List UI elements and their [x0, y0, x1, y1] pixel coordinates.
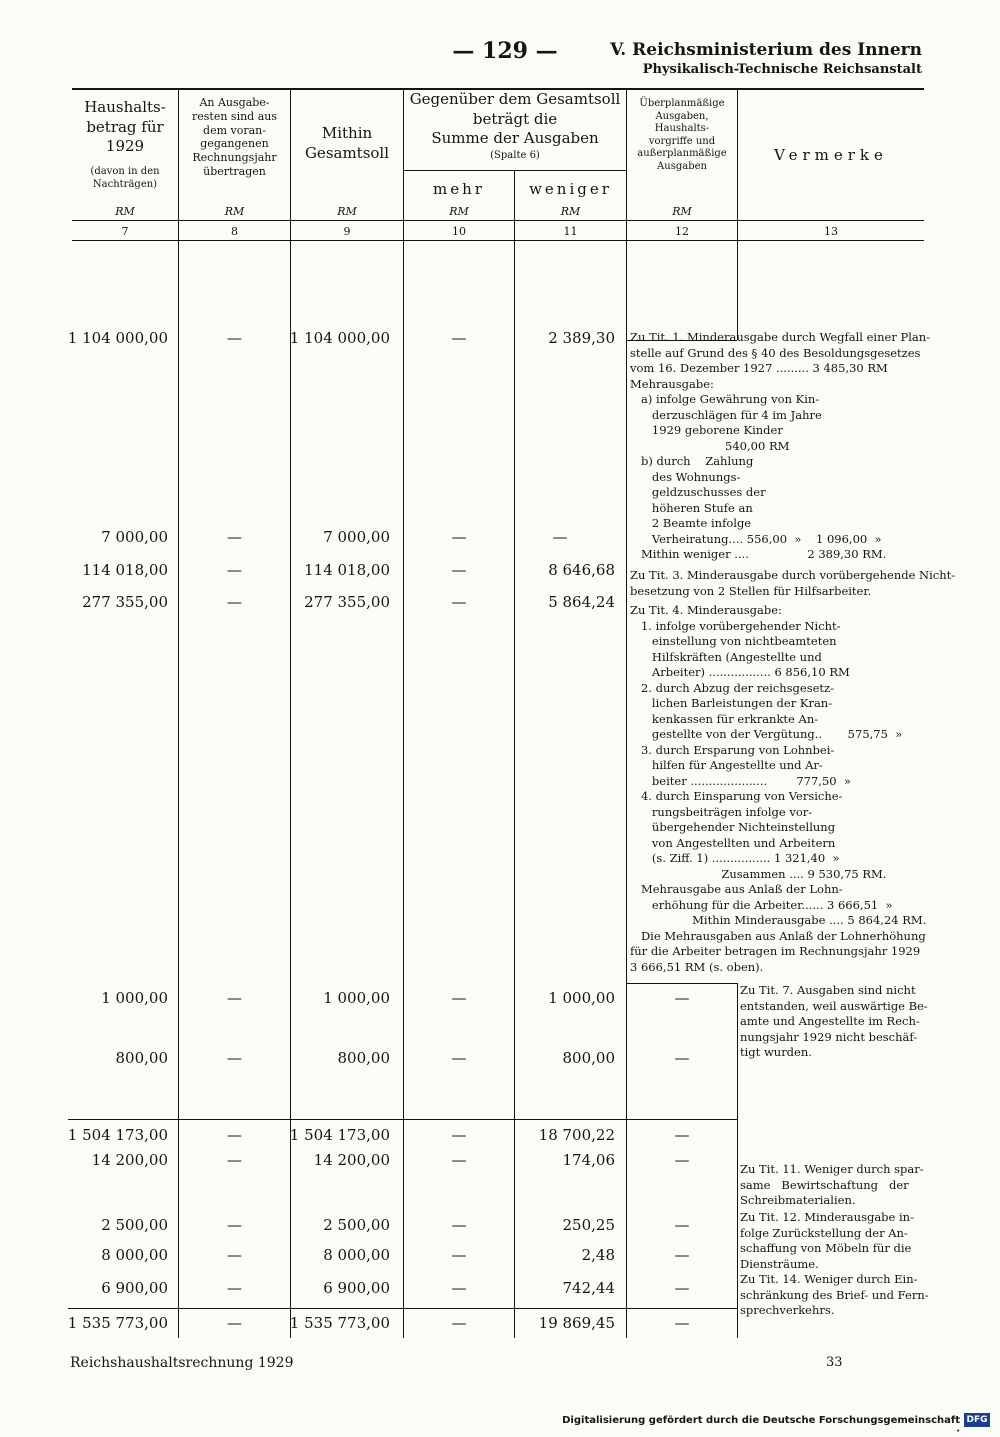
- cell-c11: 19 869,45: [538, 1314, 615, 1332]
- cell-c10: —: [451, 528, 467, 546]
- cell-c12: —: [674, 1126, 690, 1144]
- col9-heading: Mithin Gesamtsoll: [304, 124, 390, 162]
- unit-col8: RM: [224, 205, 245, 218]
- remark-tit-14: Zu Tit. 14. Weniger durch Ein- schränkung des Brief- und Fern- sprechverkehrs.: [740, 1272, 929, 1317]
- cell-c7: 800,00: [115, 1049, 168, 1067]
- cell-c7: 1 504 173,00: [67, 1126, 168, 1144]
- cell-c12: —: [674, 1151, 690, 1169]
- colnum-bottom-rule: [72, 240, 924, 241]
- cell-c10: —: [451, 1246, 467, 1264]
- header-bottom-rule: [72, 220, 924, 221]
- digitization-credit: Digitalisierung gefördert durch die Deutsche Forschungsgemeinschaft ·: [562, 1415, 960, 1437]
- footer-sheet-number: 33: [826, 1355, 843, 1370]
- cell-c7: 1 535 773,00: [67, 1314, 168, 1332]
- cell-c9: 2 500,00: [323, 1216, 390, 1234]
- remark-tit-1: Zu Tit. 1. Minderausgabe durch Wegfall einer Plan- stelle auf Grund des § 40 des Besoldungsgesetzes vom 16. Dezember 1927 ......... 3 485,30 RM Mehrausgabe: a) infolge Gewährung von Kin- derzuschlägen für 4 im Jahre 1929 geborene Kinder 540,00 RM b) durch Zahlung des Wohnungs- geldzuschusses der höheren Stufe an 2 Beamte infolge Verheiratung.... 556,00 » 1 096,00 » Mithin weniger .... 2 389,30 RM.: [630, 330, 931, 561]
- cell-c10: —: [451, 1151, 467, 1169]
- cell-c8: —: [227, 1314, 242, 1332]
- remark-tit-4: Zu Tit. 4. Minderausgabe: 1. infolge vorübergehender Nicht- einstellung von nichtbeamteten Hilfskräften (Angestellte und Arbeiter) ................. 6 856,10 RM 2. durch Abzug der reichsgesetz- lichen Barleistungen der Kran- kenkassen für erkrankte An- gestellte von der Vergütung.. 575,75 » 3. durch Ersparung von Lohnbei- hilfen für Angestellte und Ar- beiter ..................... 777,50 » 4. durch Einsparung von Versiche- rungsbeiträgen infolge vor- übergehender Nichteinstellung von Angestellten und Arbeitern (s. Ziff. 1) ................ 1 321,40 » Zusammen .... 9 530,75 RM. Mehrausgabe aus Anlaß der Lohn- erhöhung für die Arbeiter...... 3 666,51 » Mithin Minderausgabe .... 5 864,24 RM. Die Mehrausgaben aus Anlaß der Lohnerhöhung für die Arbeiter betragen im Rechnungsjahr 1929 3 666,51 RM (s. oben).: [630, 603, 927, 974]
- unit-col10: RM: [449, 205, 469, 218]
- col8-heading: An Ausgabe- resten sind aus dem voran- gegangenen Rechnungsjahr übertragen: [192, 96, 277, 178]
- cell-c10: —: [451, 1216, 467, 1234]
- cell-c9: 277 355,00: [304, 593, 390, 611]
- cell-c8: —: [227, 989, 242, 1007]
- cell-c7: 2 500,00: [101, 1216, 168, 1234]
- cell-c10: —: [451, 1126, 467, 1144]
- cell-c7: 8 000,00: [101, 1246, 168, 1264]
- col10-heading: mehr: [433, 180, 485, 198]
- cell-c8: —: [227, 329, 242, 347]
- cell-c12: —: [674, 1216, 690, 1234]
- cell-c9: 6 900,00: [323, 1279, 390, 1297]
- col10-11-group-heading: Gegenüber dem Gesamtsoll beträgt die Summe der Ausgaben (Spalte 6): [409, 90, 621, 161]
- unit-col12: RM: [672, 205, 692, 218]
- cell-c9: 1 504 173,00: [289, 1126, 390, 1144]
- colnum-7: 7: [121, 225, 129, 238]
- cell-c9: 114 018,00: [304, 561, 390, 579]
- c12-box-rule-2: [627, 983, 737, 984]
- cell-c8: —: [227, 528, 242, 546]
- colnum-9: 9: [343, 225, 351, 238]
- col11-heading: weniger: [529, 180, 612, 198]
- cell-c11: 1 000,00: [548, 989, 615, 1007]
- cell-c12: —: [674, 989, 690, 1007]
- cell-c7: 114 018,00: [82, 561, 168, 579]
- cell-c9: 1 104 000,00: [289, 329, 390, 347]
- cell-c11: 8 646,68: [548, 561, 615, 579]
- cell-c8: —: [227, 1216, 242, 1234]
- cell-c10: —: [451, 1314, 467, 1332]
- col12-heading: Überplanmäßige Ausgaben, Haushalts- vorgriffe und außerplanmäßige Ausgaben: [637, 98, 727, 172]
- page-number: — 129 —: [452, 38, 558, 64]
- cell-c12: —: [674, 1314, 690, 1332]
- remark-tit-12: Zu Tit. 12. Minderausgabe in- folge Zurückstellung der An- schaffung von Möbeln für die Diensträume.: [740, 1210, 914, 1271]
- dfg-logo: DFG: [964, 1413, 990, 1427]
- cell-c10: —: [451, 1049, 467, 1067]
- col-line-12-13-bottom: [737, 983, 738, 1338]
- cell-c10: —: [451, 329, 467, 347]
- col7-subheading: (davon in den Nachträgen): [90, 166, 160, 190]
- cell-c7: 7 000,00: [101, 528, 168, 546]
- cell-c11: 18 700,22: [538, 1126, 615, 1144]
- cell-c7: 277 355,00: [82, 593, 168, 611]
- cell-c7: 6 900,00: [101, 1279, 168, 1297]
- cell-c7: 1 000,00: [101, 989, 168, 1007]
- cell-c9: 14 200,00: [313, 1151, 390, 1169]
- col13-heading: Vermerke: [774, 146, 888, 164]
- footer-publication: Reichshaushaltsrechnung 1929: [70, 1355, 294, 1371]
- cell-c11: 800,00: [562, 1049, 615, 1067]
- colnum-12: 12: [675, 225, 689, 238]
- cell-c11: 2 389,30: [548, 329, 615, 347]
- institute-subtitle: Physikalisch-Technische Reichsanstalt: [642, 62, 922, 77]
- cell-c10: —: [451, 989, 467, 1007]
- cell-c11: 250,25: [562, 1216, 615, 1234]
- cell-c8: —: [227, 1151, 242, 1169]
- cell-c12: —: [674, 1279, 690, 1297]
- ministry-title: V. Reichsministerium des Innern: [610, 40, 922, 60]
- cell-c11: 5 864,24: [548, 593, 615, 611]
- unit-col9: RM: [337, 205, 357, 218]
- cell-c7: 1 104 000,00: [67, 329, 168, 347]
- col7-heading: Haushalts- betrag für 1929: [84, 98, 166, 155]
- cell-c11: 742,44: [562, 1279, 615, 1297]
- cell-c11: —: [552, 528, 568, 546]
- cell-c12: —: [674, 1246, 690, 1264]
- unit-col7: RM: [115, 205, 135, 218]
- colnum-10: 10: [452, 225, 466, 238]
- cell-c9: 8 000,00: [323, 1246, 390, 1264]
- cell-c9: 1 000,00: [323, 989, 390, 1007]
- cell-c12: —: [674, 1049, 690, 1067]
- cell-c9: 7 000,00: [323, 528, 390, 546]
- cell-c9: 800,00: [337, 1049, 390, 1067]
- colnum-8: 8: [231, 225, 238, 238]
- cell-c8: —: [227, 561, 242, 579]
- cell-c8: —: [227, 1246, 242, 1264]
- remark-tit-7: Zu Tit. 7. Ausgaben sind nicht entstanden, weil auswärtige Be- amte und Angestellte im Rech- nungsjahr 1929 nicht beschäf- tigt wurden.: [740, 983, 928, 1059]
- cell-c10: —: [451, 593, 467, 611]
- remark-tit-11: Zu Tit. 11. Weniger durch spar- same Bewirtschaftung der Schreibmaterialien.: [740, 1162, 924, 1207]
- unit-col11: RM: [560, 205, 581, 218]
- cell-c10: —: [451, 1279, 467, 1297]
- colnum-13: 13: [824, 225, 838, 238]
- cell-c8: —: [227, 593, 242, 611]
- col-line-12-13-top: [737, 88, 738, 340]
- cell-c11: 2,48: [581, 1246, 615, 1264]
- cell-c8: —: [227, 1279, 242, 1297]
- cell-c8: —: [227, 1126, 242, 1144]
- cell-c9: 1 535 773,00: [289, 1314, 390, 1332]
- cell-c11: 174,06: [562, 1151, 615, 1169]
- cell-c7: 14 200,00: [91, 1151, 168, 1169]
- colnum-11: 11: [563, 225, 578, 238]
- cell-c10: —: [451, 561, 467, 579]
- cell-c8: —: [227, 1049, 242, 1067]
- remark-tit-3: Zu Tit. 3. Minderausgabe durch vorübergehende Nicht- besetzung von 2 Stellen für Hilfsarbeiter.: [630, 568, 956, 598]
